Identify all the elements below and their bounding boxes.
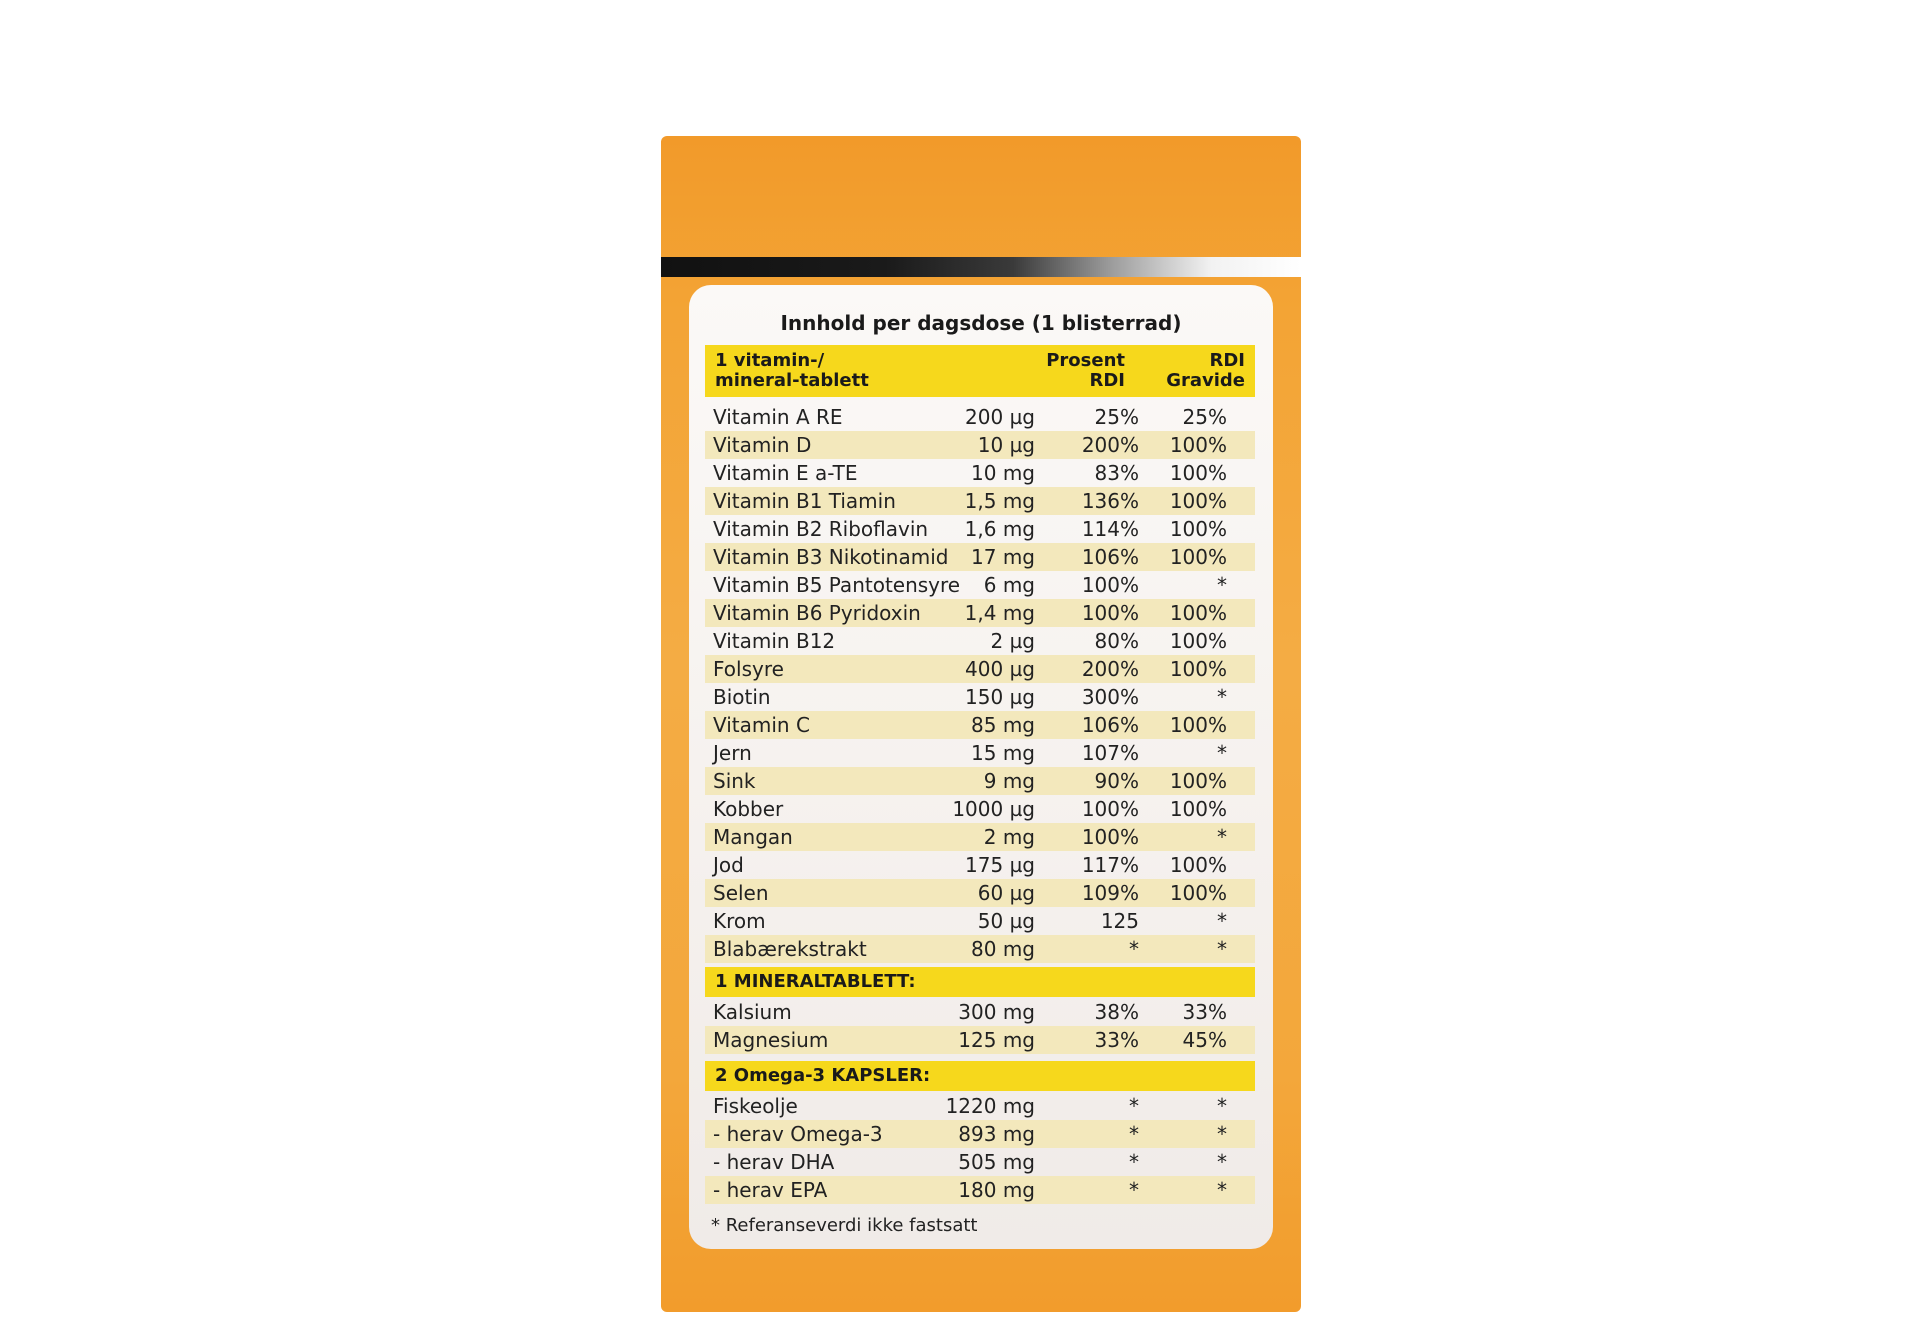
header-rdi-pregnant: RDI Gravide xyxy=(1166,350,1245,391)
nutrient-rdi: 109% xyxy=(1081,881,1139,905)
nutrient-name: - herav EPA xyxy=(713,1178,828,1202)
nutrient-amount: 6 mg xyxy=(983,573,1035,597)
nutrition-panel xyxy=(689,285,1273,1249)
nutrient-rdi-pregnant: 100% xyxy=(1169,629,1227,653)
nutrient-name: Vitamin E a-TE xyxy=(713,461,858,485)
nutrient-amount: 175 µg xyxy=(965,853,1035,877)
nutrient-name: Fiskeolje xyxy=(713,1094,798,1118)
nutrient-rdi: 106% xyxy=(1081,713,1139,737)
nutrient-rdi-pregnant: * xyxy=(1217,825,1227,849)
nutrient-amount: 505 mg xyxy=(958,1150,1035,1174)
nutrient-rdi-pregnant: 100% xyxy=(1169,489,1227,513)
nutrient-rdi-pregnant: * xyxy=(1217,1094,1227,1118)
nutrient-amount: 85 mg xyxy=(971,713,1035,737)
nutrient-rdi-pregnant: * xyxy=(1217,1150,1227,1174)
table-row xyxy=(705,795,1255,823)
nutrient-amount: 125 mg xyxy=(958,1028,1035,1052)
nutrient-rdi-pregnant: 100% xyxy=(1169,601,1227,625)
table-row xyxy=(705,515,1255,543)
omega-section-header xyxy=(705,1061,1255,1091)
nutrient-rdi: 125 xyxy=(1100,909,1139,933)
nutrient-rdi-pregnant: 33% xyxy=(1182,1000,1227,1024)
nutrient-rdi: * xyxy=(1129,1178,1139,1202)
nutrient-name: Magnesium xyxy=(713,1028,829,1052)
table-row xyxy=(705,627,1255,655)
nutrient-rdi: 80% xyxy=(1094,629,1139,653)
table-row xyxy=(705,767,1255,795)
table-row xyxy=(705,1092,1255,1120)
nutrient-rdi-pregnant: * xyxy=(1217,937,1227,961)
table-row xyxy=(705,1026,1255,1054)
nutrient-amount: 1220 mg xyxy=(945,1094,1035,1118)
nutrient-amount: 15 mg xyxy=(971,741,1035,765)
nutrient-rdi: 90% xyxy=(1094,769,1139,793)
header-rdi-percent: Prosent RDI xyxy=(1046,350,1125,391)
table-row xyxy=(705,1176,1255,1204)
nutrient-rdi: 107% xyxy=(1081,741,1139,765)
nutrient-rdi-pregnant: * xyxy=(1217,1178,1227,1202)
nutrient-rdi: * xyxy=(1129,1150,1139,1174)
nutrient-rdi-pregnant: 100% xyxy=(1169,881,1227,905)
nutrient-rdi: 25% xyxy=(1094,405,1139,429)
vitamin-rows xyxy=(705,403,1255,963)
omega-section-title: 2 Omega-3 KAPSLER: xyxy=(715,1065,931,1086)
nutrient-name: Krom xyxy=(713,909,766,933)
nutrient-name: Vitamin B1 Tiamin xyxy=(713,489,896,513)
nutrient-rdi-pregnant: 45% xyxy=(1182,1028,1227,1052)
nutrient-amount: 400 µg xyxy=(965,657,1035,681)
nutrient-rdi-pregnant: * xyxy=(1217,741,1227,765)
nutrient-name: Vitamin B12 xyxy=(713,629,836,653)
nutrient-amount: 50 µg xyxy=(977,909,1035,933)
nutrient-amount: 150 µg xyxy=(965,685,1035,709)
nutrient-name: - herav Omega-3 xyxy=(713,1122,883,1146)
table-row xyxy=(705,543,1255,571)
nutrient-amount: 10 µg xyxy=(977,433,1035,457)
nutrient-rdi: * xyxy=(1129,1094,1139,1118)
nutrient-amount: 1,5 mg xyxy=(964,489,1035,513)
nutrient-amount: 2 µg xyxy=(990,629,1035,653)
nutrient-name: Kobber xyxy=(713,797,784,821)
nutrient-amount: 17 mg xyxy=(971,545,1035,569)
table-row xyxy=(705,571,1255,599)
mineral-section-header xyxy=(705,967,1255,997)
nutrient-rdi-pregnant: 100% xyxy=(1169,517,1227,541)
nutrient-rdi-pregnant: * xyxy=(1217,909,1227,933)
nutrient-rdi: 100% xyxy=(1081,797,1139,821)
nutrient-amount: 2 mg xyxy=(983,825,1035,849)
decorative-stripe xyxy=(661,257,1301,277)
nutrient-rdi: 38% xyxy=(1094,1000,1139,1024)
nutrient-rdi-pregnant: 100% xyxy=(1169,713,1227,737)
table-row xyxy=(705,487,1255,515)
nutrient-name: Selen xyxy=(713,881,769,905)
nutrient-rdi: 100% xyxy=(1081,825,1139,849)
nutrient-amount: 1,6 mg xyxy=(964,517,1035,541)
nutrient-name: Blabærekstrakt xyxy=(713,937,867,961)
nutrient-name: - herav DHA xyxy=(713,1150,835,1174)
nutrient-amount: 60 µg xyxy=(977,881,1035,905)
nutrient-name: Biotin xyxy=(713,685,771,709)
nutrient-rdi: 117% xyxy=(1081,853,1139,877)
nutrient-rdi-pregnant: 100% xyxy=(1169,797,1227,821)
mineral-rows xyxy=(705,998,1255,1054)
nutrient-rdi: 300% xyxy=(1081,685,1139,709)
nutrient-rdi: 136% xyxy=(1081,489,1139,513)
nutrient-rdi-pregnant: * xyxy=(1217,685,1227,709)
table-row xyxy=(705,459,1255,487)
panel-title: Innhold per dagsdose (1 blisterrad) xyxy=(780,311,1182,335)
nutrient-rdi-pregnant: 25% xyxy=(1182,405,1227,429)
nutrient-name: Vitamin B6 Pyridoxin xyxy=(713,601,921,625)
nutrient-rdi-pregnant: 100% xyxy=(1169,461,1227,485)
nutrient-name: Mangan xyxy=(713,825,793,849)
omega-rows xyxy=(705,1092,1255,1204)
table-row xyxy=(705,683,1255,711)
header-product-label: 1 vitamin-/ mineral-tablett xyxy=(715,350,869,391)
nutrient-rdi: 100% xyxy=(1081,573,1139,597)
table-row xyxy=(705,655,1255,683)
nutrient-rdi: 100% xyxy=(1081,601,1139,625)
nutrient-name: Kalsium xyxy=(713,1000,792,1024)
table-row xyxy=(705,851,1255,879)
nutrient-name: Vitamin B3 Nikotinamid xyxy=(713,545,949,569)
nutrient-rdi: * xyxy=(1129,1122,1139,1146)
nutrient-amount: 80 mg xyxy=(971,937,1035,961)
nutrient-name: Vitamin B5 Pantotensyre xyxy=(713,573,961,597)
nutrient-rdi: 200% xyxy=(1081,657,1139,681)
nutrient-rdi-pregnant: 100% xyxy=(1169,545,1227,569)
nutrient-rdi: 114% xyxy=(1081,517,1139,541)
table-row xyxy=(705,907,1255,935)
nutrient-rdi-pregnant: 100% xyxy=(1169,433,1227,457)
nutrient-amount: 10 mg xyxy=(971,461,1035,485)
nutrient-name: Jern xyxy=(713,741,752,765)
nutrient-name: Vitamin D xyxy=(713,433,812,457)
nutrient-rdi: 33% xyxy=(1094,1028,1139,1052)
nutrient-amount: 300 mg xyxy=(958,1000,1035,1024)
nutrient-rdi-pregnant: 100% xyxy=(1169,853,1227,877)
nutrient-amount: 9 mg xyxy=(983,769,1035,793)
nutrient-rdi-pregnant: * xyxy=(1217,1122,1227,1146)
nutrient-name: Vitamin B2 Riboflavin xyxy=(713,517,929,541)
nutrient-name: Sink xyxy=(713,769,756,793)
table-row xyxy=(705,431,1255,459)
table-row xyxy=(705,823,1255,851)
footnote: * Referanseverdi ikke fastsatt xyxy=(711,1215,978,1236)
nutrient-rdi-pregnant: 100% xyxy=(1169,657,1227,681)
table-row xyxy=(705,711,1255,739)
mineral-section-title: 1 MINERALTABLETT: xyxy=(715,971,916,992)
nutrient-rdi: 200% xyxy=(1081,433,1139,457)
nutrient-name: Jod xyxy=(713,853,744,877)
table-row xyxy=(705,998,1255,1026)
table-row xyxy=(705,739,1255,767)
nutrient-amount: 180 mg xyxy=(958,1178,1035,1202)
nutrient-name: Vitamin A RE xyxy=(713,405,843,429)
table-row xyxy=(705,879,1255,907)
nutrient-rdi: 83% xyxy=(1094,461,1139,485)
nutrient-name: Vitamin C xyxy=(713,713,810,737)
nutrient-rdi: 106% xyxy=(1081,545,1139,569)
nutrient-amount: 893 mg xyxy=(958,1122,1035,1146)
nutrient-amount: 1,4 mg xyxy=(964,601,1035,625)
nutrient-rdi-pregnant: * xyxy=(1217,573,1227,597)
nutrient-name: Folsyre xyxy=(713,657,784,681)
table-row xyxy=(705,599,1255,627)
nutrient-amount: 200 µg xyxy=(965,405,1035,429)
table-header xyxy=(705,345,1255,397)
table-row xyxy=(705,1120,1255,1148)
table-row xyxy=(705,1148,1255,1176)
nutrient-rdi-pregnant: 100% xyxy=(1169,769,1227,793)
table-row xyxy=(705,403,1255,431)
table-row xyxy=(705,935,1255,963)
nutrient-amount: 1000 µg xyxy=(952,797,1035,821)
nutrient-rdi: * xyxy=(1129,937,1139,961)
